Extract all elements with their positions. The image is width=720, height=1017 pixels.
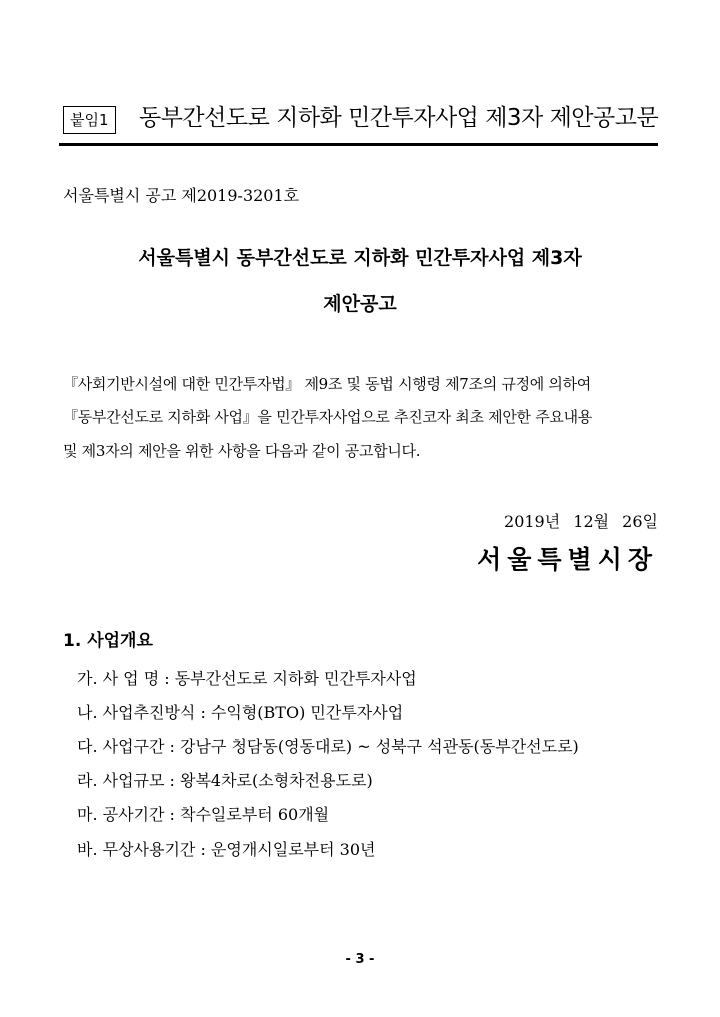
overview-item: 나. 사업추진방식 : 수익형(BTO) 민간투자사업	[77, 703, 404, 722]
main-title-line-2: 제안공고	[323, 293, 397, 315]
overview-item: 다. 사업구간 : 강남구 청담동(영동대로) ~ 성북구 석관동(동부간선도로)	[77, 737, 579, 756]
overview-item: 바. 무상사용기간 : 운영개시일로부터 30년	[77, 840, 376, 859]
body-paragraph-line: 『동부간선도로 지하화 사업』을 민간투자사업으로 추진코자 최초 제안한 주요내용	[63, 408, 592, 426]
body-paragraph-line: 및 제3자의 제안을 위한 사항을 다음과 같이 공고합니다.	[63, 442, 421, 460]
notice-date: 2019년 12월 26일	[504, 512, 658, 531]
document-title: 동부간선도로 지하화 민간투자사업 제3자 제안공고문	[139, 105, 659, 131]
section-heading: 1. 사업개요	[63, 631, 153, 651]
issuer-name: 서울특별시장	[477, 545, 658, 574]
attachment-badge: 붙임1	[63, 106, 116, 134]
overview-item: 가. 사 업 명 : 동부간선도로 지하화 민간투자사업	[77, 669, 417, 688]
overview-item: 라. 사업규모 : 왕복4차로(소형차전용도로)	[77, 771, 373, 790]
main-title-line-1: 서울특별시 동부간선도로 지하화 민간투자사업 제3자	[138, 247, 582, 269]
body-paragraph-line: 『사회기반시설에 대한 민간투자법』 제9조 및 동법 시행령 제7조의 규정에 의하여	[63, 375, 591, 393]
title-underline	[59, 143, 658, 146]
notice-number: 서울특별시 공고 제2019-3201호	[63, 186, 300, 205]
page-number: - 3 -	[345, 952, 375, 967]
overview-item: 마. 공사기간 : 착수일로부터 60개월	[77, 805, 330, 824]
